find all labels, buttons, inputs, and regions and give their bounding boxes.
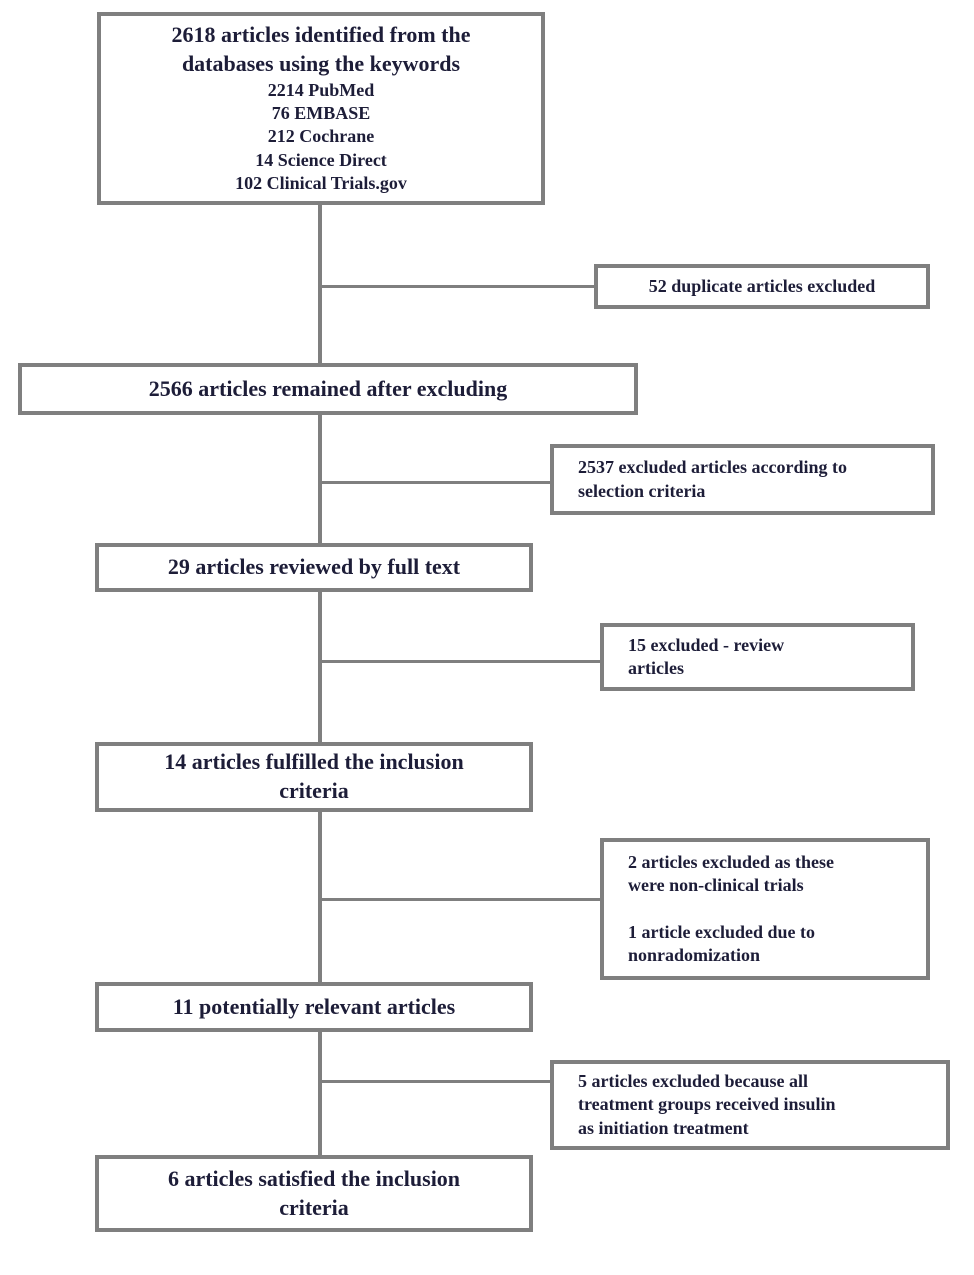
box-potentially-relevant bbox=[95, 982, 533, 1032]
box-text-line: 52 duplicate articles excluded bbox=[648, 275, 876, 296]
box-insulin-initiation-excluded bbox=[550, 1060, 950, 1150]
box-text-line bbox=[628, 897, 918, 920]
connector-remained-to-fulltext bbox=[318, 413, 322, 545]
box-review-articles-excluded bbox=[600, 623, 915, 691]
box-text-line: articles bbox=[628, 658, 684, 678]
box-duplicates-excluded bbox=[594, 264, 930, 309]
database-count-embase: 76 EMBASE bbox=[271, 103, 371, 123]
box-text-line: were non-clinical trials bbox=[628, 874, 804, 895]
box-text-line: criteria bbox=[279, 778, 349, 803]
box-text-line: 11 potentially relevant articles bbox=[172, 993, 456, 1019]
box-text-line: selection criteria bbox=[578, 480, 706, 501]
box-text-line: 2 articles excluded as these bbox=[628, 851, 834, 872]
box-text-line: 1 article excluded due to bbox=[628, 921, 815, 942]
box-full-text-review bbox=[95, 543, 533, 592]
box-text-line: 14 articles fulfilled the inclusion bbox=[164, 749, 464, 775]
box-text-line: databases using the keywords bbox=[181, 51, 461, 77]
box-fulfilled-inclusion bbox=[95, 742, 533, 812]
box-nonclinical-trials-excluded bbox=[600, 838, 930, 980]
box-text-line: 2618 articles identified from the bbox=[171, 22, 471, 48]
database-count-science-direct: 14 Science Direct bbox=[255, 149, 387, 170]
connector-fulltext-to-fulfilled bbox=[318, 590, 322, 744]
database-count-clinicaltrials: 102 Clinical Trials.gov bbox=[235, 173, 407, 194]
box-identified bbox=[97, 12, 545, 205]
box-text-line: 15 excluded - review bbox=[628, 634, 785, 655]
branch-nonclinical-trials-excluded bbox=[320, 898, 603, 901]
database-count-pubmed: 2214 PubMed bbox=[267, 79, 375, 100]
box-remained bbox=[18, 363, 638, 415]
box-text-line: criteria bbox=[279, 1194, 349, 1220]
connector-fulfilled-to-relevant bbox=[318, 810, 322, 984]
box-selection-criteria-excluded bbox=[550, 444, 935, 515]
box-text-line: treatment groups received insulin bbox=[578, 1094, 836, 1115]
branch-selection-criteria-excluded bbox=[320, 481, 553, 484]
box-text-line: as initiation treatment bbox=[578, 1117, 749, 1138]
branch-insulin-initiation-excluded bbox=[320, 1080, 553, 1083]
connector-relevant-to-satisfied bbox=[318, 1030, 322, 1157]
box-text-line: 6 articles satisfied the inclusion bbox=[167, 1165, 461, 1191]
branch-review-articles-excluded bbox=[320, 660, 603, 663]
branch-duplicates-excluded bbox=[320, 285, 597, 288]
box-text-line: 2566 articles remained after excluding bbox=[148, 375, 508, 401]
box-text-line: nonradomization bbox=[628, 945, 761, 966]
box-text-line: 29 articles reviewed by full text bbox=[167, 554, 461, 580]
box-text-line: 2537 excluded articles according to bbox=[578, 457, 847, 478]
box-text-line: 5 articles excluded because all bbox=[578, 1070, 808, 1091]
box-satisfied-inclusion bbox=[95, 1155, 533, 1232]
connector-identified-to-remained bbox=[318, 204, 322, 364]
database-count-cochrane: 212 Cochrane bbox=[267, 126, 375, 147]
